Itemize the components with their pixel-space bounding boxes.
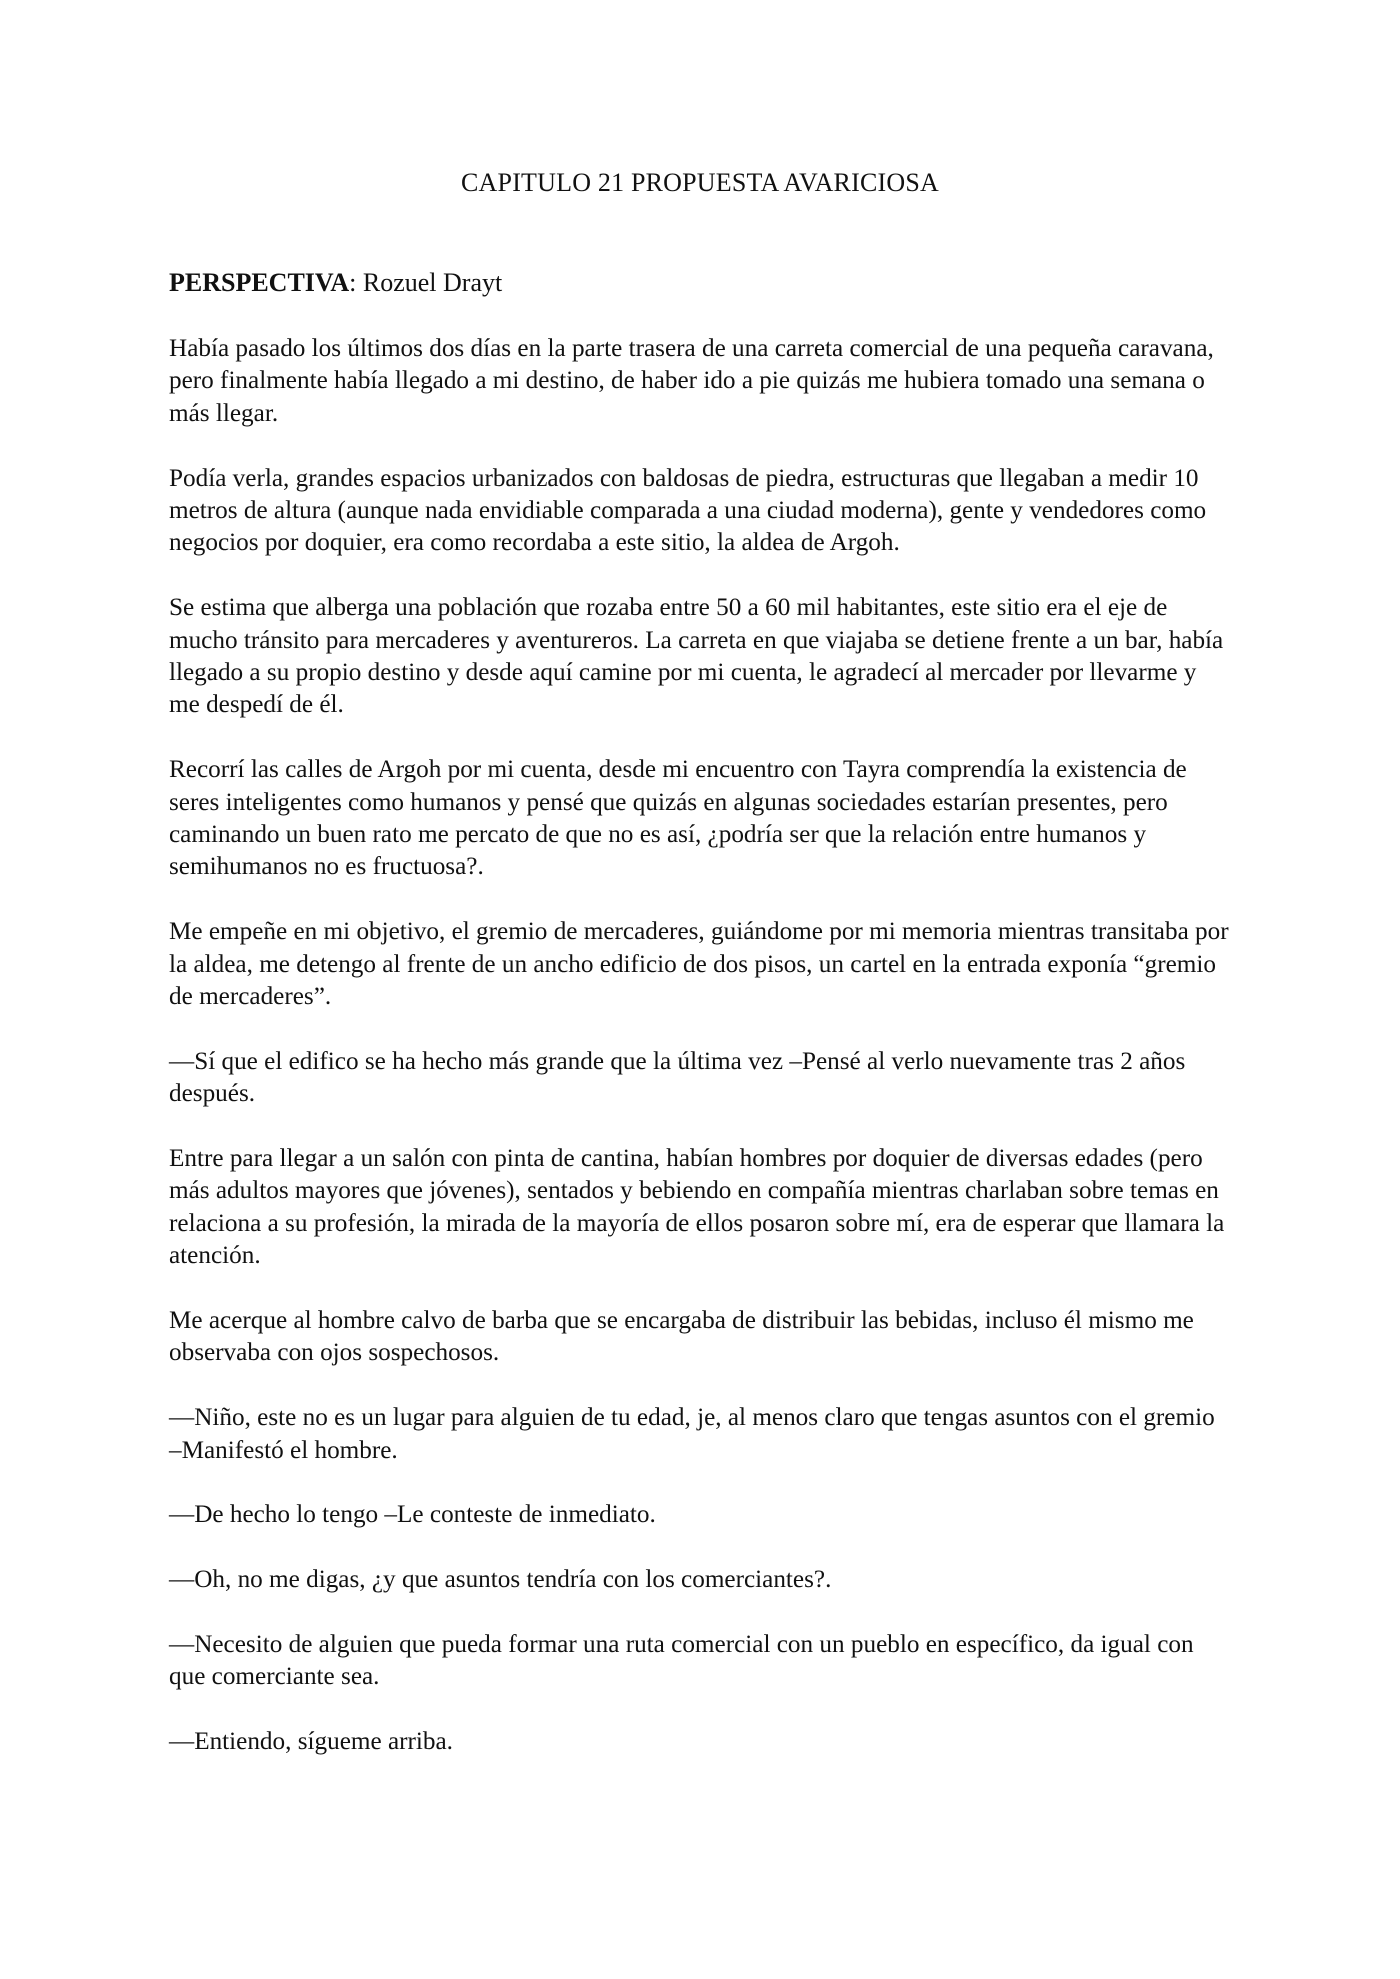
dialogue-paragraph: —Niño, este no es un lugar para alguien de tu edad, je, al menos claro que tengas asuntos con el gremio –Manifestó el hombre. — [169, 1404, 1215, 1464]
body-text — [169, 333, 1231, 1791]
paragraph: Podía verla, grandes espacios urbanizados con baldosas de piedra, estructuras que llegaban a medir 10 metros de altura (aunque nada envidiable comparada a una ciudad moderna), gente y vendedores como negocios por doquier, era como recordaba a este sitio, la aldea de Argoh. — [169, 464, 1207, 557]
paragraph: Se estima que alberga una población que rozaba entre 50 a 60 mil habitantes, este sitio era el eje de mucho tránsito para mercaderes y aventureros. La carreta en que viajaba se detiene frente a un bar, había llegado a su propio destino y desde aquí camine por mi cuenta, le agradecí al mercader por llevarme y me despedí de él. — [169, 594, 1224, 719]
paragraph: Me acerque al hombre calvo de barba que se encargaba de distribuir las bebidas, incluso él mismo me observaba con ojos sospechosos. — [169, 1307, 1194, 1367]
chapter-title: CAPITULO 21 PROPUESTA AVARICIOSA — [461, 168, 939, 197]
dialogue-paragraph: —Oh, no me digas, ¿y que asuntos tendría con los comerciantes?. — [169, 1566, 832, 1594]
paragraph: Me empeñe en mi objetivo, el gremio de mercaderes, guiándome por mi memoria mientras transitaba por la aldea, me detengo al frente de un ancho edificio de dos pisos, un cartel en la entrada exponía “gremio de mercaderes”. — [169, 918, 1229, 1011]
dialogue-paragraph: —De hecho lo tengo –Le conteste de inmediato. — [169, 1501, 656, 1529]
dialogue-paragraph: —Sí que el edifico se ha hecho más grande que la última vez –Pensé al verlo nuevamente tras 2 años después. — [169, 1047, 1186, 1108]
dialogue-paragraph: —Necesito de alguien que pueda formar una ruta comercial con un pueblo en específico, da igual con que comerciante sea. — [169, 1631, 1194, 1691]
paragraph: Entre para llegar a un salón con pinta de cantina, habían hombres por doquier de diversas edades (pero más adultos mayores que jóvenes), sentados y bebiendo en compañía mientras charlaban sobre temas en relaciona a su profesión, la mirada de la mayoría de ellos posaron sobre mí, era de esperar que llamara la atención. — [169, 1145, 1225, 1270]
paragraph: Recorrí las calles de Argoh por mi cuenta, desde mi encuentro con Tayra comprendía la existencia de seres inteligentes como humanos y pensé que quizás en algunas sociedades estarían presentes, pero caminando un buen rato me percato de que no es así, ¿podría ser que la relación entre humanos y semihumanos no es fructuosa?. — [169, 756, 1187, 881]
paragraph: Había pasado los últimos dos días en la parte trasera de una carreta comercial de una pequeña caravana, pero finalmente había llegado a mi destino, de haber ido a pie quizás me hubiera tomado una semana o más llegar. — [169, 335, 1214, 427]
perspective-value: Rozuel Drayt — [362, 268, 503, 297]
dialogue-paragraph: —Entiendo, sígueme arriba. — [169, 1728, 453, 1756]
perspective-line: PERSPECTIVA: Rozuel Drayt — [169, 268, 503, 297]
perspective-label: PERSPECTIVA — [169, 268, 350, 297]
